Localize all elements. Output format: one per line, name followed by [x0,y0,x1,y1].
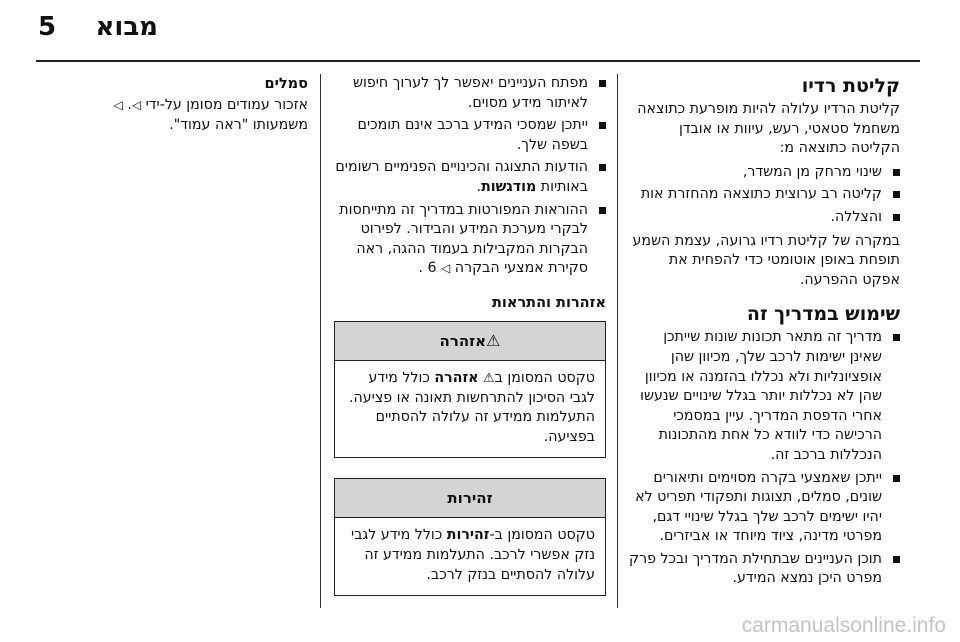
page-reference-icon: ◁ [131,98,142,112]
symbols-meaning: משמעותו "ראה עמוד". [169,116,308,133]
rds-tail: במקרה של קליטת רדיו גרועה, עצמת השמע תופחת באופן אוטומטי כדי להפחית את אפקט ההפרעה. [632,232,900,288]
warning-triangle-icon: ⚠ [486,330,501,350]
warning-box-header: ⚠אזהרה [335,322,605,361]
rds-intro: קליטת הרדיו עלולה להיות מופרעת כתוצאה משחמל סטאטי, רעש, עיוות או אובדן הקליטה כתוצאה מ: [637,101,900,157]
warning-box [334,321,606,458]
column-left [36,74,308,139]
display-messages-note: הודעות התצוגה והכינויים הפנימיים רשומים באותיות מודגשות. [335,159,588,195]
warnings-title: אזהרות והתראות [492,294,606,311]
list-item [334,158,606,197]
header-rule [36,60,920,62]
chapter-title: מבוא [95,12,158,42]
column-right [628,74,900,593]
list-item: ייתכן שמסכי המידע ברכב אינם תומכים בשפה שלך. [334,116,606,155]
symbols-title: סמלים [264,76,308,92]
page-reference-icon: ◁ [441,261,451,276]
caution-box-header: זהירות [335,479,605,518]
list-item: תוכן העניינים שבתחילת המדריך ובכל פרק מפרט היכן נמצא המידע. [628,550,900,589]
rds-bullet-list [628,163,900,228]
list-item: מפתח העניינים יאפשר לך לערוך חיפוש לאיתור מידע מסוים. [334,74,606,113]
bullet-icon [893,556,900,563]
list-item: והצללה. [628,208,900,228]
list-item: שינוי מרחק מן המשדר, [628,163,900,183]
bullet-icon [599,122,606,129]
list-item: ההוראות המפורטות במדריך זה מתייחסות לבקרי מערכת המידע והבידור. לפירוט הבקרות המקבילות בעמוד ההגה, ראה סקירת אמצעי הבקרה ◁ 6 . [334,201,606,279]
rds-title: קליטת רדיו [801,75,900,97]
page-reference-icon: ◁ [113,98,123,112]
column-divider [320,74,321,608]
list-item: ייתכן שאמצעי בקרה מסוימים ותיאורים שונים, סמלים, תצוגות ותפקודי תפריט לא יהיו ישימים לרכב שלך בגלל שינויי דגם, מפרטי מדינה, ציוד מיוחד או אביזרים. [628,469,900,547]
usage-bullet-list [628,328,900,589]
bullet-icon [893,169,900,176]
mid-bullet-list [334,74,606,279]
bullet-icon [599,80,606,87]
warning-triangle-icon: ⚠ [482,370,495,386]
page-number: 5 [38,12,57,42]
symbols-line: אזכור עמודים מסומן על-ידי ◁. ◁ [113,97,308,113]
bullet-icon [893,191,900,198]
bullet-icon [893,334,900,341]
page-header [0,0,960,62]
column-middle [334,74,606,596]
bullet-icon [893,475,900,482]
caution-box-body: טקסט המסומן ב-זהירות כולל מידע לגבי נזק אפשרי לרכב. התעלמות ממידע זה עלולה להסתיים בנזק לרכב. [351,527,595,583]
bullet-icon [599,164,606,171]
watermark-text: carmanualsonline.info [741,614,946,637]
caution-box [334,478,606,596]
list-item: קליטה רב ערוצית כתוצאה מהחזרת אות [628,185,900,205]
bullet-icon [599,207,606,214]
column-divider [617,74,618,608]
usage-title: שימוש במדריך זה [746,303,900,326]
list-item: מדריך זה מתאר תכונות שונות שייתכן שאינן ישימות לרכב שלך, מכיוון שהן אופציונליות ולא נכללו בהזמנה או מכיוון שהן לא נכללות יותר בגלל שינויים שנעשו אחרי הדפסת המדריך. עיין במסמכי הרכישה כדי לוודא כל אחת מהתכונות הנכללות ברכב זה. [628,328,900,465]
warning-box-body: טקסט המסומן ב⚠ אזהרה כולל מידע לגבי הסיכון להתרחשות תאונה או פציעה. התעלמות ממידע זה עלולה להסתיים בפציעה. [349,369,595,445]
bullet-icon [893,214,900,221]
